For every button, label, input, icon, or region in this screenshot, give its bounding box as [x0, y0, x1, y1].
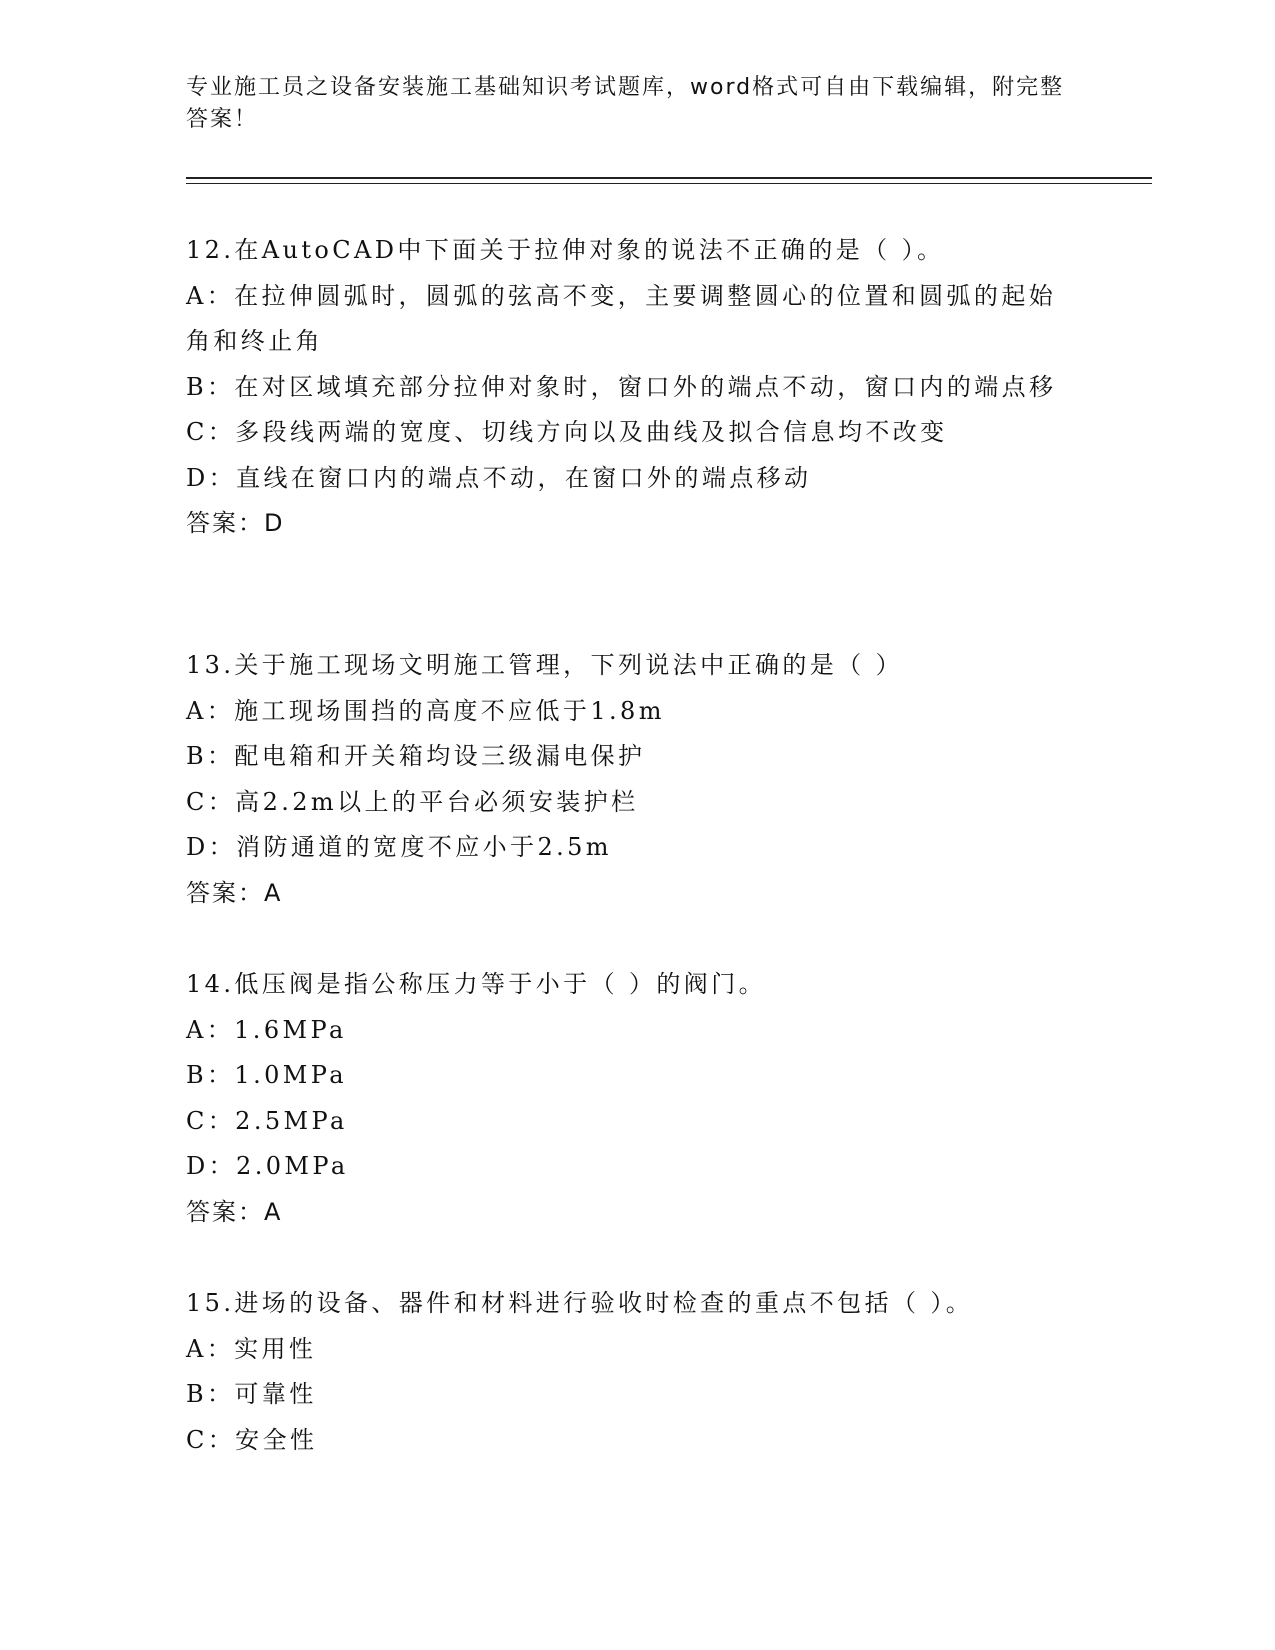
option-a: A：施工现场围挡的高度不应低于1.8m: [186, 696, 665, 725]
option-c: C：2.5MPa: [186, 1106, 348, 1135]
question-stem: 15.进场的设备、器件和材料进行验收时检查的重点不包括（ ）。: [186, 1289, 974, 1317]
option-b: B：可靠性: [186, 1380, 317, 1408]
option-a: A：1.6MPa: [186, 1015, 347, 1044]
question-15: [186, 1281, 1086, 1463]
document-header: 专业施工员之设备安装施工基础知识考试题库，word格式可自由下载编辑，附完整答案！: [186, 75, 1065, 132]
option-c: C：高2.2m以上的平台必须安装护栏: [186, 787, 639, 816]
question-stem: 14.低压阀是指公称压力等于小于（ ）的阀门。: [186, 970, 766, 998]
question-stem: 13.关于施工现场文明施工管理，下列说法中正确的是（ ）: [186, 651, 903, 679]
header-divider-thick: [186, 177, 1152, 179]
question-14: [186, 962, 1086, 1235]
option-b: B：1.0MPa: [186, 1061, 347, 1089]
option-c: C：多段线两端的宽度、切线方向以及曲线及拟合信息均不改变: [186, 418, 948, 446]
option-d: D：直线在窗口内的端点不动，在窗口外的端点移动: [186, 463, 812, 492]
answer-label: 答案：A: [186, 878, 283, 907]
answer-label: 答案：D: [186, 509, 285, 537]
header-divider-thin: [186, 183, 1152, 184]
option-c: C：安全性: [186, 1425, 318, 1454]
option-b: B：配电箱和开关箱均设三级漏电保护: [186, 742, 646, 770]
option-d: D：消防通道的宽度不应小于2.5m: [186, 833, 612, 861]
option-a: A：实用性: [186, 1334, 317, 1363]
option-d: D：2.0MPa: [186, 1152, 349, 1180]
option-a: A：在拉伸圆弧时，圆弧的弦高不变，主要调整圆心的位置和圆弧的起始角和终止角: [186, 281, 1057, 355]
question-stem: 12.在AutoCAD中下面关于拉伸对象的说法不正确的是（ ）。: [186, 236, 945, 264]
option-b: B：在对区域填充部分拉伸对象时，窗口外的端点不动，窗口内的端点移: [186, 372, 1057, 401]
question-12: [186, 228, 1086, 547]
question-13: [186, 643, 1086, 916]
answer-label: 答案：A: [186, 1197, 283, 1226]
